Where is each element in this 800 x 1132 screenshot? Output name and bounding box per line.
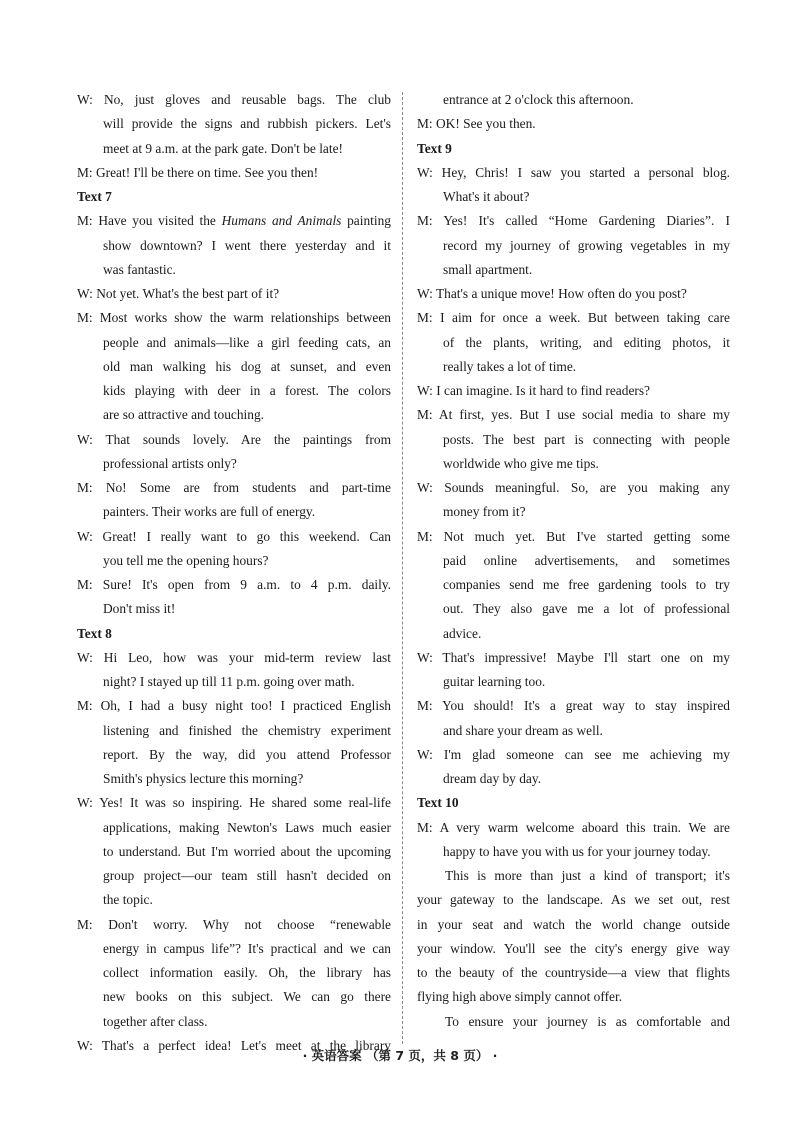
- text-line: paid online advertisements, and sometimes: [443, 552, 730, 568]
- text-line: M: A very warm welcome aboard this train. We are: [417, 819, 730, 835]
- text-line: What's it about?: [443, 189, 530, 204]
- page-footer: · 英语答案 （第 7 页，共 8 页） ·: [302, 1048, 498, 1063]
- text-line: worldwide who give me tips.: [443, 455, 599, 471]
- text-line: W: That's impressive! Maybe I'll start one on my: [417, 649, 730, 665]
- text-line: M: No! Some are from students and part-time: [77, 480, 391, 495]
- text-line: dream day by day.: [443, 771, 542, 786]
- text-line: W: That's a perfect idea! Let's meet at the library: [77, 1037, 391, 1053]
- text-line: W: No, just gloves and reusable bags. The club: [77, 92, 391, 107]
- text-line: money from it?: [443, 504, 526, 520]
- text-line: entrance at 2 o'clock this afternoon.: [443, 92, 634, 107]
- text-line: you tell me the opening hours?: [103, 552, 269, 568]
- text-line: out. They also gave me a lot of professional: [443, 601, 730, 617]
- text-line: To ensure your journey is as comfortable and: [445, 1013, 730, 1029]
- right-column: [417, 88, 730, 1034]
- text-line: night? I stayed up till 11 p.m. going over math.: [103, 674, 355, 689]
- text-line: M: At first, yes. But I use social media to share my: [417, 407, 730, 423]
- section-heading: Text 8: [77, 625, 112, 641]
- text-line: M: You should! It's a great way to stay inspired: [417, 698, 730, 714]
- text-line: painters. Their works are full of energy.: [103, 504, 316, 520]
- text-line: record my journey of growing vegetables in my: [443, 237, 730, 253]
- italic-title: Humans and Animals: [221, 213, 342, 229]
- text-line: your gateway to the landscape. As we set out, rest: [417, 892, 730, 908]
- text-line: This is more than just a kind of transport; it's: [445, 868, 730, 883]
- text-line: M: Great! I'll be there on time. See you then!: [77, 164, 319, 180]
- text-line: report. By the way, did you attend Professor: [103, 746, 391, 762]
- text-line: old man walking his dog at sunset, and even: [103, 358, 391, 374]
- text-line: meet at 9 a.m. at the park gate. Don't be late!: [103, 140, 343, 156]
- text-line: M: Yes! It's called “Home Gardening Diaries”. I: [417, 213, 730, 229]
- text-line: show downtown? I went there yesterday and it: [103, 237, 391, 253]
- text-line: posts. The best part is connecting with people: [443, 431, 730, 447]
- text-line: W: Sounds meaningful. So, are you making any: [417, 480, 730, 495]
- text-line: and share your dream as well.: [443, 722, 603, 738]
- text-line: M: Have you visited the Humans and Animals painting: [77, 213, 391, 229]
- text-line: together after class.: [103, 1013, 208, 1029]
- text-line: M: Most works show the warm relationships between: [77, 310, 391, 326]
- section-heading: Text 7: [77, 189, 112, 204]
- text-line: M: Oh, I had a busy night too! I practiced English: [77, 698, 391, 714]
- text-line: the topic.: [103, 892, 153, 908]
- text-line: was fantastic.: [103, 261, 176, 277]
- text-line: group project—our team still hasn't decided on: [103, 868, 391, 883]
- text-line: small apartment.: [443, 261, 533, 277]
- text-line: listening and finished the chemistry experiment: [103, 722, 391, 738]
- text-line: M: Don't worry. Why not choose “renewable: [77, 916, 391, 932]
- text-line: Smith's physics lecture this morning?: [103, 771, 304, 786]
- text-line: professional artists only?: [103, 455, 237, 471]
- text-line: W: That's a unique move! How often do you post?: [417, 286, 687, 301]
- section-heading: Text 10: [417, 795, 459, 811]
- text-line: companies send me free gardening tools to try: [443, 577, 730, 592]
- text-line: people and animals—like a girl feeding cats, an: [103, 334, 391, 350]
- section-heading: Text 9: [417, 140, 452, 156]
- text-line: Don't miss it!: [103, 601, 176, 617]
- text-line: W: Great! I really want to go this weekend. Can: [77, 528, 391, 544]
- text-line: M: Sure! It's open from 9 a.m. to 4 p.m. daily.: [77, 577, 391, 592]
- text-line: M: I aim for once a week. But between taking care: [417, 310, 730, 326]
- text-line: really takes a lot of time.: [443, 358, 577, 374]
- text-line: will provide the signs and rubbish pickers. Let's: [103, 116, 391, 132]
- text-line: new books on this subject. We can go there: [103, 989, 391, 1005]
- text-line: happy to have you with us for your journey today.: [443, 843, 711, 859]
- text-line: W: I'm glad someone can see me achieving my: [417, 746, 730, 762]
- text-line: to understand. But I'm worried about the upcoming: [103, 843, 391, 859]
- text-line: W: Hey, Chris! I saw you started a personal blog.: [417, 164, 730, 180]
- text-line: guitar learning too.: [443, 674, 546, 689]
- text-line: W: That sounds lovely. Are the paintings from: [77, 431, 391, 447]
- text-line: W: Hi Leo, how was your mid-term review last: [77, 649, 391, 665]
- column-divider: [402, 92, 403, 1044]
- text-line: W: Not yet. What's the best part of it?: [77, 286, 280, 301]
- text-line: of the plants, writing, and editing photos, it: [443, 334, 730, 350]
- text-line: M: OK! See you then.: [417, 116, 536, 132]
- text-line: advice.: [443, 625, 482, 641]
- text-line: flying high above simply cannot offer.: [417, 989, 623, 1005]
- text-line: your window. You'll see the city's energy give way: [417, 940, 730, 956]
- text-line: are so attractive and touching.: [103, 407, 264, 423]
- left-column: [77, 88, 391, 1058]
- text-line: kids playing with deer in a forest. The colors: [103, 383, 391, 398]
- text-line: to the beauty of the countryside—a view that flights: [417, 965, 730, 980]
- text-line: W: Yes! It was so inspiring. He shared some real-life: [77, 795, 391, 811]
- text-line: collect information easily. Oh, the library has: [103, 965, 391, 980]
- text-line: in your seat and watch the world change outside: [417, 916, 730, 932]
- text-line: M: Not much yet. But I've started getting some: [417, 528, 730, 544]
- text-line: energy in campus life”? It's practical and we can: [103, 940, 391, 956]
- text-line: W: I can imagine. Is it hard to find readers?: [417, 383, 651, 398]
- text-line: applications, making Newton's Laws much easier: [103, 819, 391, 835]
